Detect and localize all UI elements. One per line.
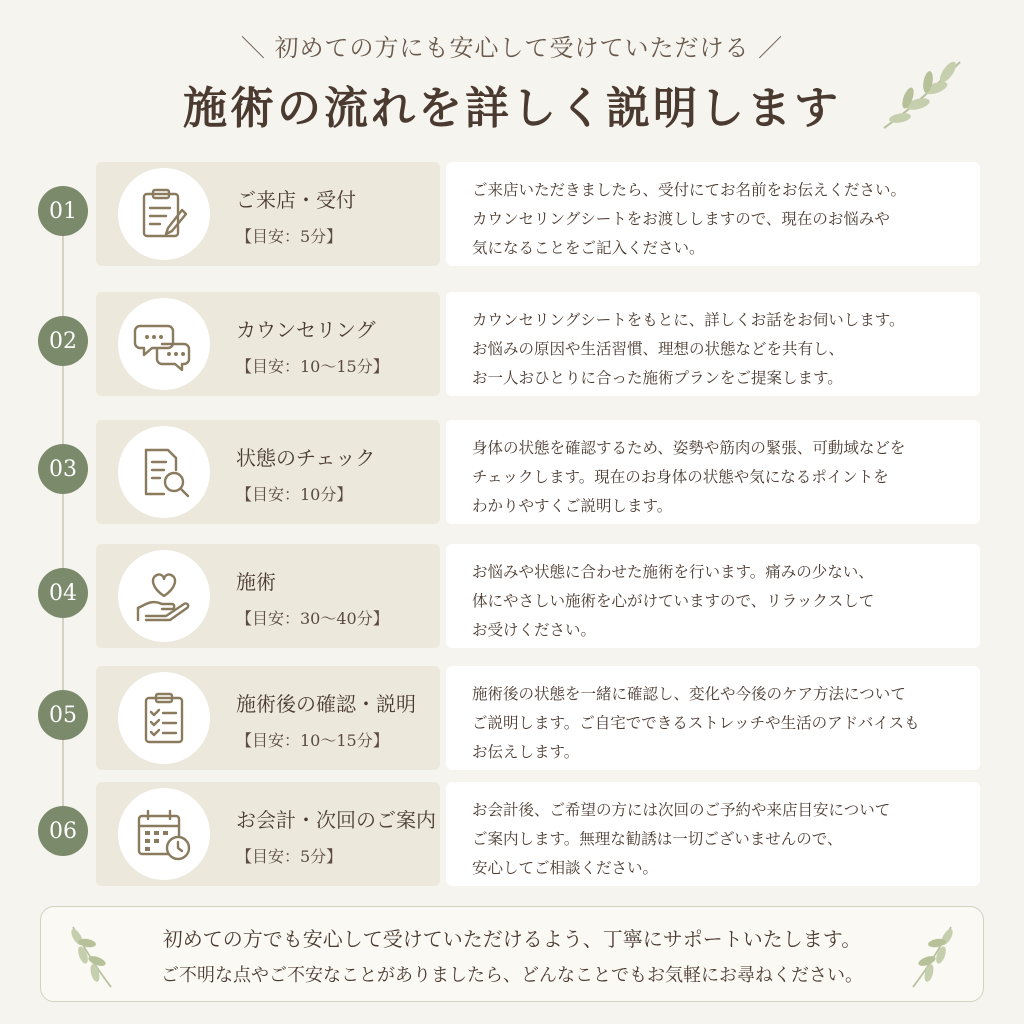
desc-line: お悩みの原因や生活習慣、理想の状態などを共有し、 <box>472 340 845 358</box>
step-summary-card <box>96 292 440 396</box>
clipboard-pen-icon <box>134 184 194 244</box>
desc-line: お一人おひとりに合った施術プランをご提案します。 <box>472 369 843 387</box>
step-summary-card <box>96 544 440 648</box>
step-description <box>472 176 970 263</box>
footer-line-1: 初めての方でも安心して受けていただけるよう、丁寧にサポートいたします。 <box>162 927 862 951</box>
icon-circle <box>118 788 210 880</box>
desc-line: お受けください。 <box>472 621 597 639</box>
icon-circle <box>118 550 210 642</box>
page-title: 施術の流れを詳しく説明します <box>183 83 841 134</box>
page-subtitle: ＼ 初めての方にも安心して受けていただける ／ <box>240 34 784 62</box>
desc-line: お悩みや状態に合わせた施術を行います。痛みの少ない、 <box>472 563 874 581</box>
step-number: 05 <box>38 690 88 740</box>
desc-line: わかりやすくご説明します。 <box>472 497 673 515</box>
desc-line: 施術後の状態を一緒に確認し、変化や今後のケア方法について <box>472 685 906 703</box>
step-description <box>472 306 970 393</box>
step-duration: 【目安：30〜40分】 <box>236 609 389 628</box>
icon-circle <box>118 298 210 390</box>
icon-circle <box>118 168 210 260</box>
step-duration: 【目安：10〜15分】 <box>236 731 389 750</box>
step-summary-card <box>96 666 440 770</box>
step-description-card <box>446 544 980 648</box>
step-description <box>472 680 970 767</box>
icon-circle <box>118 426 210 518</box>
step-description <box>472 558 970 645</box>
step-description-card <box>446 782 980 886</box>
step-number: 04 <box>38 568 88 618</box>
leaf-branch-icon <box>878 54 968 134</box>
step-1 <box>0 162 1024 266</box>
step-duration: 【目安：5分】 <box>236 847 343 866</box>
step-3 <box>0 420 1024 524</box>
step-title: ご来店・受付 <box>236 188 356 212</box>
desc-line: ご来店いただきましたら、受付にてお名前をお伝えください。 <box>472 181 907 199</box>
footer-line-2: ご不明な点やご不安なことがありましたら、どんなことでもお気軽にお尋ねください。 <box>161 965 863 986</box>
step-duration: 【目安：10〜15分】 <box>236 357 389 376</box>
desc-line: 気になることをご記入ください。 <box>472 239 705 257</box>
step-number: 02 <box>38 316 88 366</box>
step-2 <box>0 292 1024 396</box>
document-search-icon <box>134 442 194 502</box>
step-title: 状態のチェック <box>236 446 376 470</box>
desc-line: お伝えします。 <box>472 743 580 761</box>
desc-line: ご説明します。ご自宅でできるストレッチや生活のアドバイスも <box>472 714 920 732</box>
desc-line: ご案内します。無理な勧誘は一切ございませんので、 <box>472 830 843 848</box>
desc-line: 体にやさしい施術を心がけていますので、リラックスして <box>472 592 875 610</box>
desc-line: お会計後、ご希望の方には次回のご予約や来店目安について <box>472 801 891 819</box>
step-title: カウンセリング <box>236 318 376 342</box>
desc-line: 身体の状態を確認するため、姿勢や筋肉の緊張、可動域などを <box>472 439 906 457</box>
step-duration: 【目安：10分】 <box>236 485 353 504</box>
step-summary-card <box>96 420 440 524</box>
desc-line: カウンセリングシートをお渡ししますので、現在のお悩みや <box>472 210 890 228</box>
step-summary-card <box>96 162 440 266</box>
step-title: お会計・次回のご案内 <box>236 808 436 832</box>
icon-circle <box>118 672 210 764</box>
step-description-card <box>446 292 980 396</box>
step-description-card <box>446 420 980 524</box>
leaf-sprig-icon <box>903 921 963 991</box>
step-5 <box>0 666 1024 770</box>
step-title: 施術 <box>236 570 276 594</box>
desc-line: 安心してご相談ください。 <box>472 859 659 877</box>
desc-line: カウンセリングシートをもとに、詳しくお話をお伺いします。 <box>472 311 905 329</box>
step-6 <box>0 782 1024 886</box>
step-title: 施術後の確認・説明 <box>236 692 416 716</box>
step-number: 06 <box>38 806 88 856</box>
step-duration: 【目安：5分】 <box>236 227 343 246</box>
step-number: 03 <box>38 444 88 494</box>
step-description-card <box>446 666 980 770</box>
step-description <box>472 434 970 521</box>
step-4 <box>0 544 1024 648</box>
desc-line: チェックします。現在のお身体の状態や気になるポイントを <box>472 468 889 486</box>
calendar-clock-icon <box>133 804 195 864</box>
step-description-card <box>446 162 980 266</box>
checklist-icon <box>134 688 194 748</box>
footer-note <box>40 906 984 1002</box>
step-number: 01 <box>38 186 88 236</box>
hand-heart-icon <box>132 566 196 626</box>
step-summary-card <box>96 782 440 886</box>
step-description <box>472 796 970 883</box>
chat-bubbles-icon <box>132 314 196 374</box>
